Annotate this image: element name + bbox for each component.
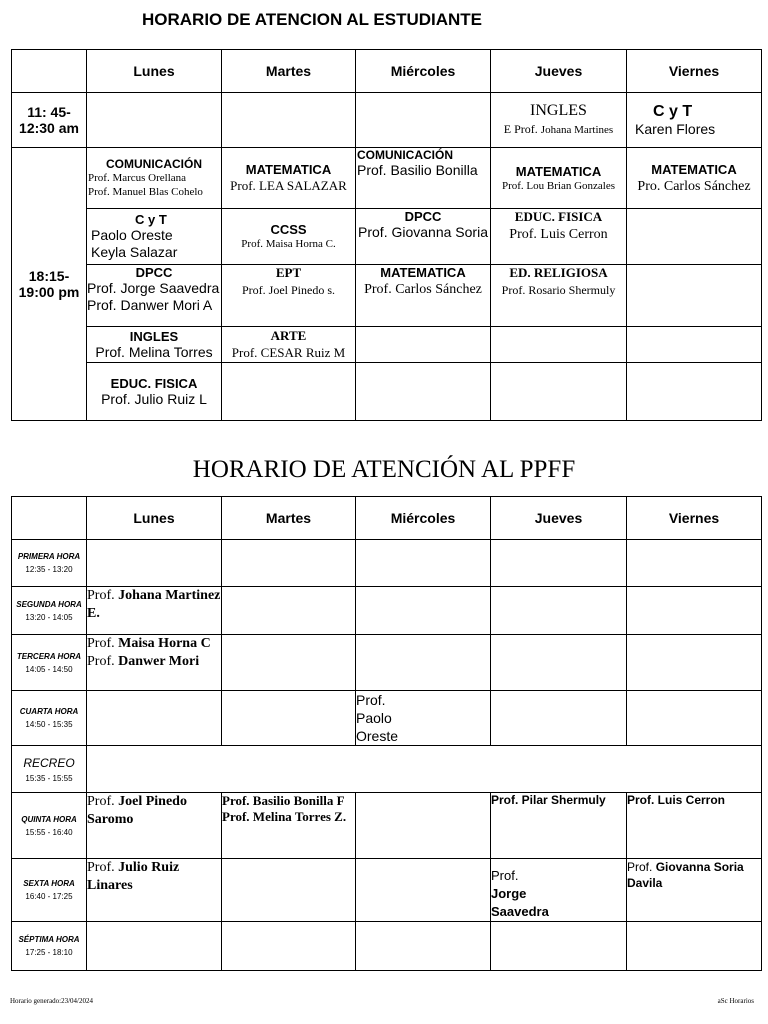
corner-cell [12,50,87,93]
prof-prefix: Prof. [87,588,115,603]
period-time: 13:20 - 14:05 [25,612,73,622]
table-row [12,209,762,265]
time-slot-evening: 18:15- 19:00 pm [12,148,87,421]
cell-jueves [491,209,627,265]
table-row [12,93,762,148]
empty-cell [627,540,762,587]
empty-cell [356,922,491,971]
period-cell [12,540,87,587]
empty-cell [222,635,356,691]
cell-miercoles [356,148,491,209]
empty-cell [627,265,762,327]
table-row [12,587,762,635]
ppff-schedule-table [11,496,762,971]
cell-viernes: Prof. Luis Cerron [627,793,762,859]
period-cell [12,922,87,971]
period-time: 12:35 - 13:20 [25,565,73,574]
prof-prefix: Prof. [491,868,519,883]
empty-cell [491,540,627,587]
teacher-name: Prof. CESAR Ruiz M [231,344,346,360]
empty-cell [627,363,762,421]
subject-label: ARTE [270,327,307,343]
period-cell [12,587,87,635]
teacher-name: Julio Ruiz Linares [87,860,180,893]
period-name: CUARTA HORA [19,707,79,716]
prof-prefix: Prof. [87,636,115,651]
empty-cell [222,587,356,635]
cell-jueves [491,148,627,209]
ppff-schedule-title: HORARIO DE ATENCIÓN AL PPFF [192,456,576,483]
cell-jueves: Prof. Pilar Shermuly [491,793,627,859]
cell-lunes [87,635,222,691]
day-jueves: Jueves [491,50,627,93]
cell-lunes [87,148,222,209]
period-name: SEGUNDA HORA [16,599,82,609]
period-name: QUINTA HORA [21,814,77,824]
table-row [12,363,762,421]
period-cell [12,635,87,691]
table-row [12,859,762,922]
day-jueves: Jueves [491,497,627,540]
empty-cell [356,635,491,691]
cell-lunes [87,587,222,635]
subject-label: CCSS [270,222,307,237]
period-name: SÉPTIMA HORA [18,935,80,944]
empty-cell [627,327,762,363]
cell-viernes [627,859,762,922]
day-lunes: Lunes [87,497,222,540]
subject-label: C y T [653,103,693,120]
teacher-name: Giovanna Soria Davila [627,860,744,890]
table-row [12,635,762,691]
teacher-name: Prof. Basilio Bonilla [357,162,478,178]
prof-prefix: Prof. [87,794,115,809]
day-miercoles: Miércoles [356,50,491,93]
cell-martes [222,148,356,209]
table-row [12,691,762,746]
table-row [12,540,762,587]
empty-cell [627,691,762,746]
empty-cell [87,691,222,746]
teacher-surname: Oreste [356,728,399,744]
empty-cell [627,209,762,265]
empty-cell [491,327,627,363]
header-row [12,497,762,540]
cell-martes [222,209,356,265]
teacher-name: Pro. Carlos Sánchez [637,178,751,194]
empty-cell [491,363,627,421]
subject-label: EDUC. FISICA [514,209,603,224]
subject-label: EPT [275,265,302,280]
table-row [12,793,762,859]
cell-jueves [491,859,627,922]
empty-cell [627,635,762,691]
subject-label: DPCC [135,265,173,280]
cell-lunes [87,327,222,363]
period-time: 17:25 - 18:10 [25,948,73,957]
cell-martes [222,327,356,363]
empty-cell [356,93,491,148]
teacher-name: Maisa Horna C [118,636,211,651]
period-time: 16:40 - 17:25 [25,892,73,901]
subject-label: COMUNICACIÓN [106,157,202,171]
cell-lunes [87,265,222,327]
cell-jueves [491,265,627,327]
table-row [12,922,762,971]
cell-lunes [87,793,222,859]
empty-cell [222,691,356,746]
prof-prefix: E Prof. [503,122,538,136]
empty-cell [627,587,762,635]
empty-cell [356,793,491,859]
footer-generated-date: Horario generado:23/04/2024 [10,997,94,1005]
prof-prefix: Prof. [87,860,115,875]
teacher-name: Prof. Julio Ruiz L [101,390,207,407]
student-schedule-table [11,49,762,421]
teacher-name: Prof. Giovanna Soria [358,224,488,240]
period-cell [12,746,87,793]
day-martes: Martes [222,497,356,540]
time-slot-morning: 11: 45- 12:30 am [12,93,87,148]
teacher-name: Prof. Maisa Horna C. [241,238,336,250]
empty-cell [222,922,356,971]
subject-label: ED. RELIGIOSA [509,265,608,280]
period-cell [12,859,87,922]
student-schedule-title: HORARIO DE ATENCION AL ESTUDIANTE [142,10,483,29]
period-time: 15:55 - 16:40 [25,827,73,837]
recess-cell [87,746,762,793]
cell-lunes [87,363,222,421]
teacher-name: Prof. Melina Torres [95,343,213,360]
teacher-name: Prof. Lou Brian Gonzales [501,179,616,192]
cell-miercoles [356,209,491,265]
empty-cell [87,540,222,587]
subject-label: DPCC [404,209,442,224]
teacher-name: Prof. Carlos Sánchez [364,282,482,297]
subject-label: MATEMATICA [245,161,332,177]
empty-cell [491,922,627,971]
day-viernes: Viernes [627,497,762,540]
teacher-name: Prof. Rosario Shermuly [501,283,616,297]
period-cell [12,793,87,859]
teacher-name: Jorge [491,886,527,901]
empty-cell [87,93,222,148]
teacher-name: Prof. Basilio Bonilla F [222,793,345,808]
subject-label: C y T [135,212,167,227]
empty-cell [356,587,491,635]
empty-cell [222,859,356,922]
table-row [12,148,762,209]
subject-label: INGLES [530,102,587,119]
teacher-name: Prof. Manuel Blas Cohelo [88,186,203,198]
empty-cell [491,587,627,635]
cell-miercoles [356,691,491,746]
cell-viernes [627,93,762,148]
subject-label: MATEMATICA [651,161,737,177]
cell-lunes [87,859,222,922]
teacher-name: Prof. Danwer Mori A [87,297,213,313]
subject-label: MATEMATICA [515,163,602,179]
teacher-name: Johana Martines [540,124,614,136]
cell-martes [222,265,356,327]
teacher-name: Johana Martinez E. [87,588,221,621]
table-row [12,265,762,327]
empty-cell [627,922,762,971]
prof-prefix: Prof. [627,860,653,874]
period-time: 15:35 - 15:55 [25,773,73,783]
teacher-name: Prof. Joel Pinedo s. [242,283,335,297]
period-time: 14:05 - 14:50 [25,664,73,674]
day-lunes: Lunes [87,50,222,93]
cell-lunes [87,209,222,265]
teacher-name: Prof. Marcus Orellana [88,172,187,184]
period-name: SEXTA HORA [23,879,75,888]
table-row [12,327,762,363]
teacher-name: Prof. LEA SALAZAR [230,177,347,193]
day-viernes: Viernes [627,50,762,93]
empty-cell [222,363,356,421]
period-cell [12,691,87,746]
footer-software: aSc Horarios [717,997,754,1005]
subject-label: EDUC. FISICA [110,375,198,391]
corner-cell [12,497,87,540]
day-miercoles: Miércoles [356,497,491,540]
teacher-name: Joel Pinedo Saromo [87,794,187,827]
header-row [12,50,762,93]
empty-cell [222,93,356,148]
empty-cell [356,859,491,922]
empty-cell [491,691,627,746]
day-martes: Martes [222,50,356,93]
empty-cell [87,922,222,971]
empty-cell [356,327,491,363]
empty-cell [356,540,491,587]
cell-miercoles [356,265,491,327]
teacher-name: Prof. Jorge Saavedra [87,280,220,296]
subject-label: MATEMATICA [380,265,466,280]
empty-cell [222,540,356,587]
teacher-surname: Saavedra [491,904,549,919]
teacher-name: Prof. Melina Torres Z. [222,809,347,824]
teacher-name: Paolo [356,710,392,726]
teacher-name: Danwer Mori [118,654,200,669]
cell-martes [222,793,356,859]
table-row [12,746,762,793]
empty-cell [356,363,491,421]
period-time: 14:50 - 15:35 [25,720,73,729]
period-name: TERCERA HORA [16,651,82,661]
period-name: PRIMERA HORA [17,552,81,561]
subject-label: COMUNICACIÓN [357,148,453,162]
empty-cell [491,635,627,691]
period-name: RECREO [23,755,75,770]
prof-prefix: Prof. [87,654,115,669]
teacher-name: Paolo Oreste [91,227,173,243]
prof-prefix: Prof. [356,692,386,708]
cell-jueves [491,93,627,148]
teacher-name: Keyla Salazar [91,244,178,260]
teacher-name: Prof. Luis Cerron [509,227,608,242]
cell-viernes [627,148,762,209]
teacher-name: Karen Flores [635,121,716,137]
subject-label: INGLES [129,328,179,344]
